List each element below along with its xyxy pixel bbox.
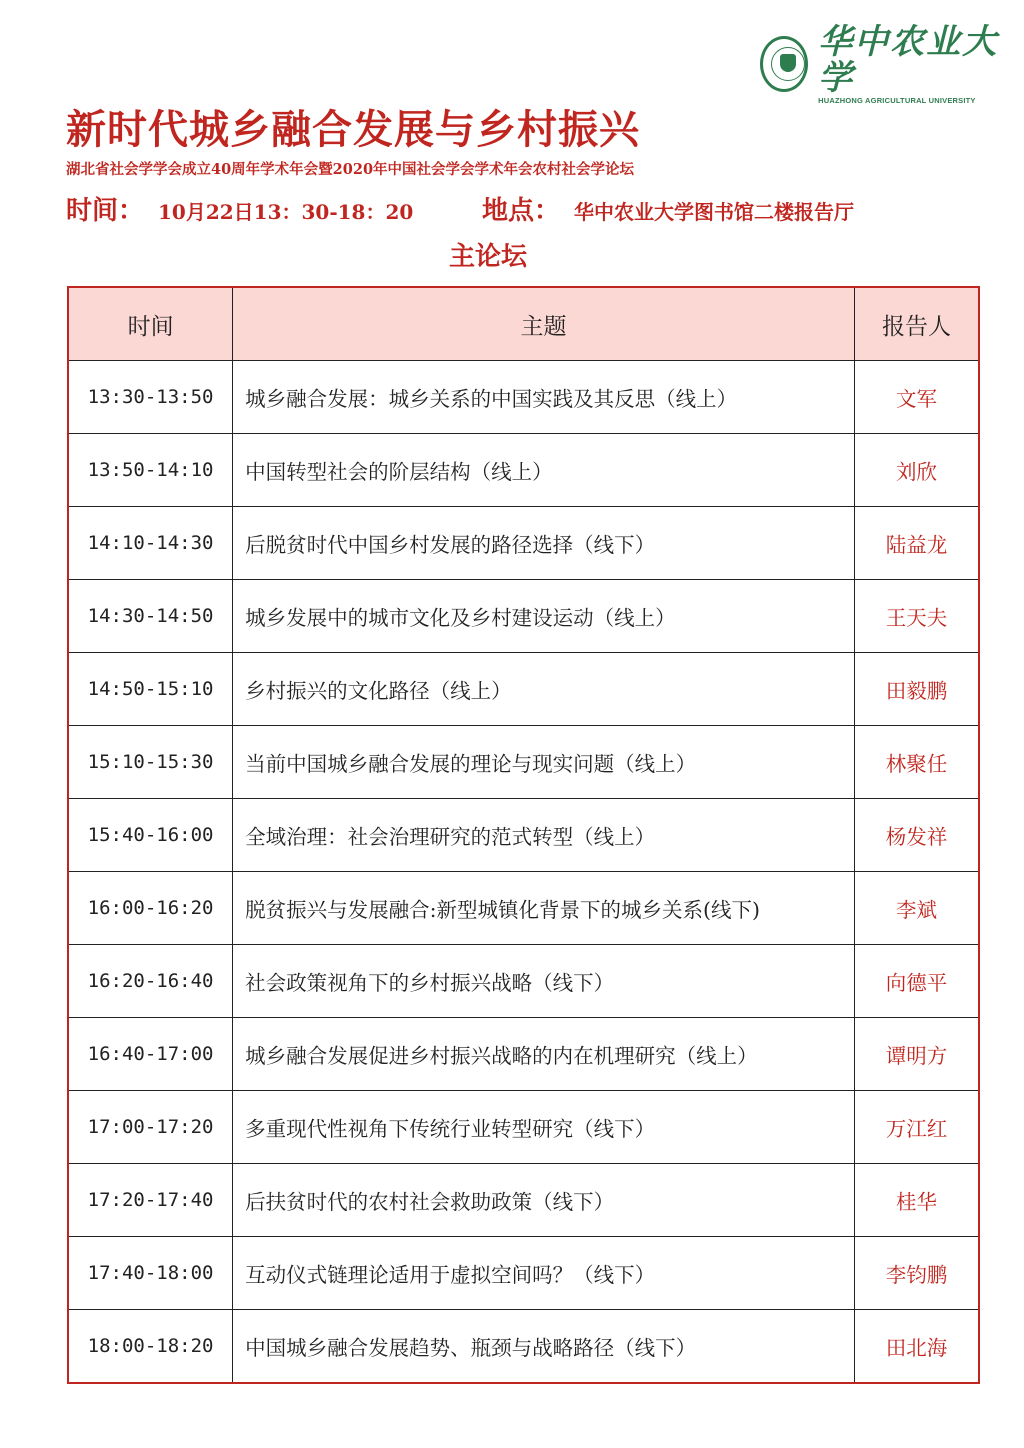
header-speaker: 报告人 xyxy=(854,287,979,361)
cell-topic: 城乡融合发展促进乡村振兴战略的内在机理研究（线上） xyxy=(233,1018,855,1091)
cell-topic: 当前中国城乡融合发展的理论与现实问题（线上） xyxy=(233,726,855,799)
cell-time: 17:40-18:00 xyxy=(68,1237,233,1310)
place-value: 华中农业大学图书馆二楼报告厅 xyxy=(574,200,854,224)
time-label: 时间： xyxy=(66,196,145,226)
cell-topic: 多重现代性视角下传统行业转型研究（线下） xyxy=(233,1091,855,1164)
cell-speaker: 刘欣 xyxy=(854,434,979,507)
cell-speaker: 林聚任 xyxy=(854,726,979,799)
header-time: 时间 xyxy=(68,287,233,361)
header-topic: 主题 xyxy=(233,287,855,361)
cell-topic: 互动仪式链理论适用于虚拟空间吗？（线下） xyxy=(233,1237,855,1310)
cell-speaker: 万江红 xyxy=(854,1091,979,1164)
table-row xyxy=(68,726,979,799)
time-value: 10月22日13：30-18：20 xyxy=(158,200,414,224)
table-row xyxy=(68,580,979,653)
event-info xyxy=(66,190,966,226)
cell-speaker: 向德平 xyxy=(854,945,979,1018)
table-row xyxy=(68,1018,979,1091)
forum-heading: 主论坛 xyxy=(448,242,527,272)
cell-time: 13:30-13:50 xyxy=(68,361,233,434)
cell-speaker: 谭明方 xyxy=(854,1018,979,1091)
cell-time: 14:50-15:10 xyxy=(68,653,233,726)
table-row xyxy=(68,1237,979,1310)
cell-topic: 社会政策视角下的乡村振兴战略（线下） xyxy=(233,945,855,1018)
logo-name-en: HUAZHONG AGRICULTURAL UNIVERSITY xyxy=(818,95,976,105)
cell-topic: 中国城乡融合发展趋势、瓶颈与战略路径（线下） xyxy=(233,1310,855,1384)
logo-name-cn: 华中农业大学 xyxy=(818,21,999,98)
cell-time: 18:00-18:20 xyxy=(68,1310,233,1384)
cell-topic: 后脱贫时代中国乡村发展的路径选择（线下） xyxy=(233,507,855,580)
cell-speaker: 田北海 xyxy=(854,1310,979,1384)
table-row xyxy=(68,1310,979,1384)
cell-speaker: 王天夫 xyxy=(854,580,979,653)
university-logo xyxy=(760,21,1000,105)
cell-time: 16:20-16:40 xyxy=(68,945,233,1018)
cell-topic: 城乡发展中的城市文化及乡村建设运动（线上） xyxy=(233,580,855,653)
page-title: 新时代城乡融合发展与乡村振兴 xyxy=(66,106,640,153)
cell-time: 16:00-16:20 xyxy=(68,872,233,945)
cell-time: 17:00-17:20 xyxy=(68,1091,233,1164)
cell-speaker: 杨发祥 xyxy=(854,799,979,872)
page-subtitle: 湖北省社会学学会成立40周年学术年会暨2020年中国社会学会学术年会农村社会学论坛 xyxy=(66,161,635,178)
cell-time: 16:40-17:00 xyxy=(68,1018,233,1091)
cell-speaker: 陆益龙 xyxy=(854,507,979,580)
place-label: 地点： xyxy=(482,196,561,226)
table-row xyxy=(68,653,979,726)
cell-topic: 城乡融合发展：城乡关系的中国实践及其反思（线上） xyxy=(233,361,855,434)
cell-time: 14:30-14:50 xyxy=(68,580,233,653)
table-row xyxy=(68,872,979,945)
schedule-table xyxy=(67,286,980,1384)
table-row xyxy=(68,1091,979,1164)
cell-time: 13:50-14:10 xyxy=(68,434,233,507)
cell-topic: 全域治理：社会治理研究的范式转型（线上） xyxy=(233,799,855,872)
cell-topic: 中国转型社会的阶层结构（线上） xyxy=(233,434,855,507)
cell-speaker: 李斌 xyxy=(854,872,979,945)
cell-topic: 后扶贫时代的农村社会救助政策（线下） xyxy=(233,1164,855,1237)
cell-speaker: 田毅鹏 xyxy=(854,653,979,726)
table-header-row xyxy=(68,287,979,361)
cell-speaker: 桂华 xyxy=(854,1164,979,1237)
cell-time: 17:20-17:40 xyxy=(68,1164,233,1237)
university-seal-icon xyxy=(760,36,808,92)
cell-time: 14:10-14:30 xyxy=(68,507,233,580)
cell-speaker: 李钧鹏 xyxy=(854,1237,979,1310)
cell-topic: 乡村振兴的文化路径（线上） xyxy=(233,653,855,726)
table-row xyxy=(68,361,979,434)
cell-topic: 脱贫振兴与发展融合:新型城镇化背景下的城乡关系(线下) xyxy=(233,872,855,945)
table-row xyxy=(68,799,979,872)
table-row xyxy=(68,945,979,1018)
table-row xyxy=(68,1164,979,1237)
cell-speaker: 文军 xyxy=(854,361,979,434)
cell-time: 15:40-16:00 xyxy=(68,799,233,872)
table-row xyxy=(68,434,979,507)
table-row xyxy=(68,507,979,580)
cell-time: 15:10-15:30 xyxy=(68,726,233,799)
